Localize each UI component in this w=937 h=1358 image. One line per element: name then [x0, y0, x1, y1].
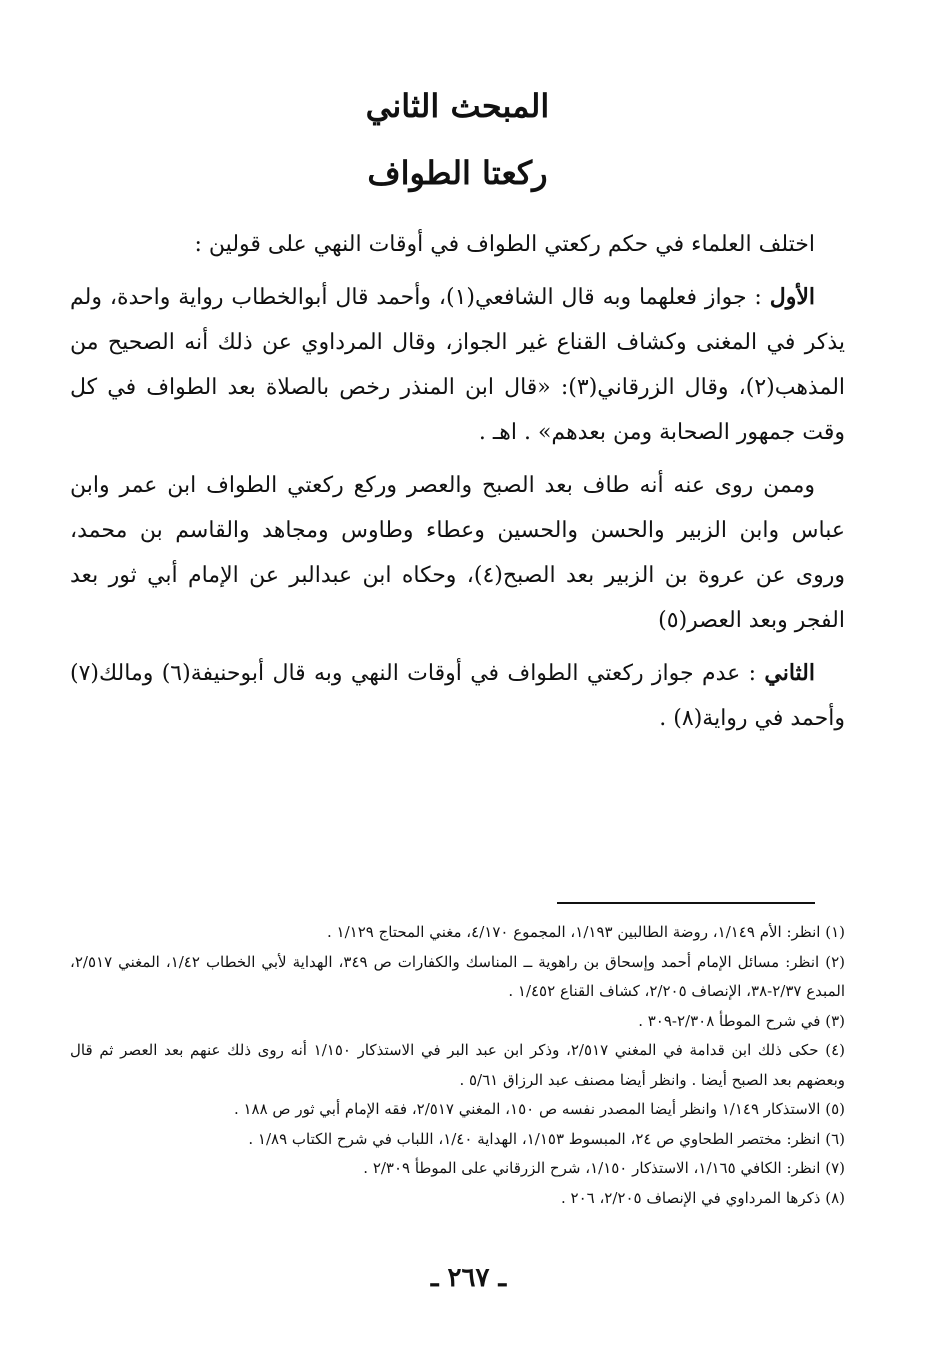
main-text	[70, 222, 845, 749]
second-opinion-lead: الثاني	[764, 660, 815, 686]
footnote: (٢) انظر: مسائل الإمام أحمد وإسحاق بن راهوية ــ المناسك والكفارات ص ٣٤٩، الهداية لأبي الخطاب ١/٤٢، المغني ٢/٥١٧، المبدع ٢/٣٧-٣٨، الإنصاف ٢/٢٠٥، كشاف القناع ١/٤٥٢ .	[70, 952, 845, 1000]
second-opinion-text: : عدم جواز ركعتي الطواف في أوقات النهي وبه قال أبوحنيفة(٦) ومالك(٧) وأحمد في رواية(٨) .	[70, 661, 845, 731]
footnote: (٥) الاستذكار ١/١٤٩ وانظر أيضا المصدر نفسه ص ١٥٠، المغني ٢/٥١٧، فقه الإمام أبي ثور ص ١٨٨ .	[233, 1100, 845, 1118]
footnote: (٨) ذكرها المرداوي في الإنصاف ٢/٢٠٥، ٢٠٦ .	[560, 1188, 845, 1207]
first-opinion-lead: الأول	[769, 284, 815, 310]
narrators-paragraph: وممن روى عنه أنه طاف بعد الصبح والعصر وركع ركعتي الطواف ابن عمر وابن عباس وابن الزبير والحسن والحسين وعطاء وطاوس ومجاهد والقاسم بن محمد، وروى عن عروة بن الزبير بعد الصبح(٤)، وحكاه ابن عبدالبر عن الإمام أبي ثور بعد الفجر وبعد العصر(٥)	[70, 473, 846, 633]
section-subtitle: ركعتا الطواف	[367, 154, 548, 192]
footnote: (١) انظر: الأم ١/١٤٩، روضة الطالبين ١/١٩٣، المجموع ٤/١٧٠، مغني المحتاج ١/١٢٩ .	[327, 923, 845, 941]
first-opinion-text: : جواز فعلهما وبه قال الشافعي(١)، وأحمد قال أبوالخطاب رواية واحدة، ولم يذكر في المغنى وكشاف القناع غير الجواز، وقال المرداوي عن ذلك أنه الصحيح من المذهب(٢)، وقال الزرقاني(٣): «قال ابن المنذر رخص بالصلاة بعد الطواف في كل وقت جمهور الصحابة ومن بعدهم» . اهـ .	[70, 285, 846, 445]
footnote-divider	[557, 902, 815, 904]
footnote: (٤) حكى ذلك ابن قدامة في المغني ٢/٥١٧، وذكر ابن عبد البر في الاستذكار ١/١٥٠ أنه روى ذلك عنهم بعد العصر ثم قال وبعضهم بعد الصبح أيضا . وانظر أيضا مصنف عبد الرزاق ٥/٦١ .	[70, 1041, 845, 1089]
footnotes	[70, 918, 845, 1213]
footnote: (٧) انظر: الكافي ١/١٦٥، الاستذكار ١/١٥٠، شرح الزرقاني على الموطأ ٢/٣٠٩ .	[363, 1159, 845, 1177]
section-title: المبحث الثاني	[365, 87, 550, 125]
second-opinion-paragraph	[70, 651, 845, 741]
first-opinion-paragraph	[70, 275, 845, 455]
footnote: (٦) انظر: مختصر الطحاوي ص ٢٤، المبسوط ١/١٥٣، الهداية ١/٤٠، اللباب في شرح الكتاب ١/٨٩ .	[248, 1129, 845, 1148]
footnote: (٣) في شرح الموطأ ٢/٣٠٨-٣٠٩ .	[638, 1011, 845, 1030]
intro-paragraph: اختلف العلماء في حكم ركعتي الطواف في أوقات النهي على قولين :	[194, 232, 815, 257]
page-number: ـ ٢٦٧ ـ	[430, 1263, 507, 1293]
